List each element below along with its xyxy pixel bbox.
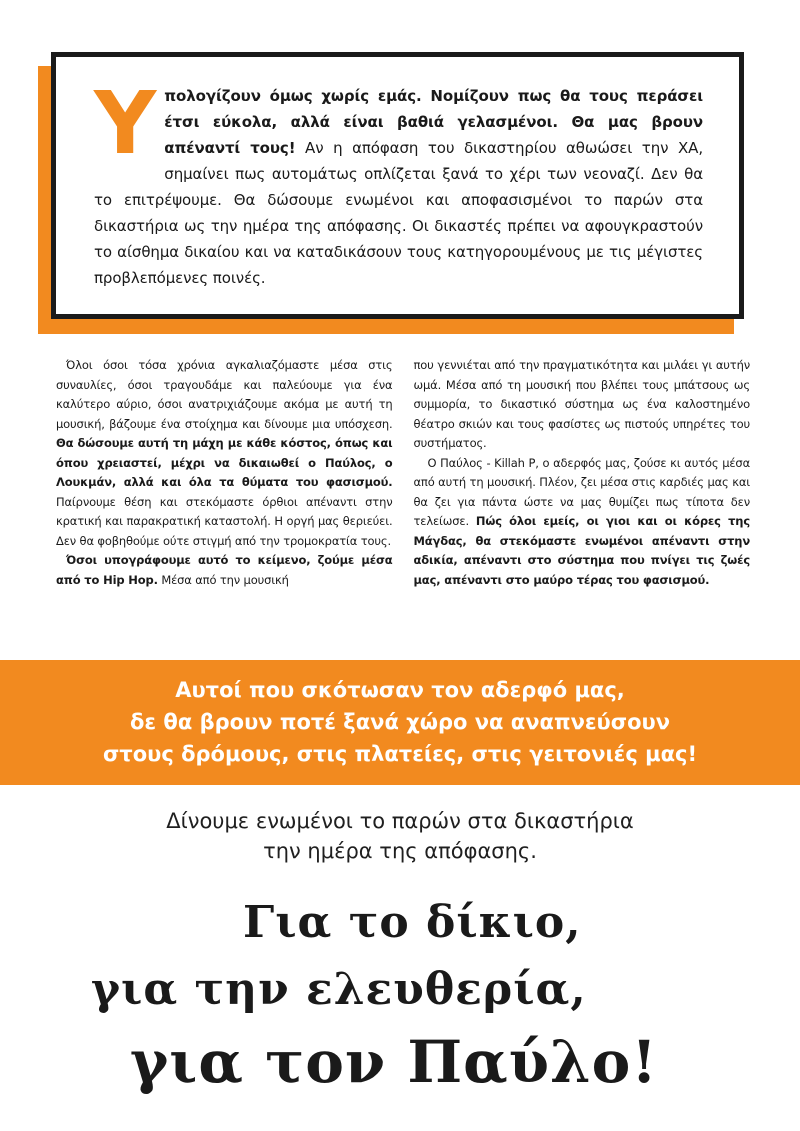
right-paragraph-1: που γεννιέται από την πραγματικότητα και μιλάει γι αυτήν ωμά. Μέσα από τη μουσική που βλέπει τους μπάτσους ως συμμορία, το δικαστικό σύστημα ως ένα καλοστημένο θέατρο σκιών και τους φασίστες ως πιστούς υπηρέτες του συστήματος.: [413, 358, 750, 450]
body-columns: [56, 356, 750, 590]
slogan-line-3: για τον Παύλο!: [130, 1028, 658, 1096]
dropcap: Υ: [94, 74, 157, 174]
left-p1-bold: Θα δώσουμε αυτή τη μάχη με κάθε κόστος, όπως και όπου χρειαστεί, μέχρι να δικαιωθεί ο Παύλος, ο Λουκμάν, αλλά και όλα τα θύματα του φασισμού.: [56, 436, 393, 489]
intro-paragraph: [94, 74, 703, 291]
left-column: [56, 356, 393, 590]
left-p2-bold: Όσοι υπογράφουμε αυτό το κείμενο, ζούμε μέσα από το Hip Hop.: [56, 553, 393, 587]
banner-line-3: στους δρόμους, στις πλατείες, στις γειτονιές μας!: [102, 742, 698, 766]
right-paragraph-2: [414, 454, 751, 591]
intro-text: Αν η απόφαση του δικαστηρίου αθωώσει την ΧΑ, σημαίνει πως αυτομάτως οπλίζεται ξανά το χέρι των νεοναζί. Δεν θα το επιτρέψουμε. Θα δώσουμε ενωμένοι και αποφασισμένοι το παρών στα δικαστήρια ως την ημέρα της απόφασης. Οι δικαστές πρέπει να αφουγκραστούν το αίσθημα δικαίου και να καταδικάσουν τους κατηγορουμένους με τις μέγιστες προβλεπόμενες ποινές.: [94, 139, 703, 287]
left-p1-text-a: Όλοι όσοι τόσα χρόνια αγκαλιαζόμαστε μέσα στις συναυλίες, όσοι τραγουδάμε και παλεύουμε για ένα καλύτερο αύριο, όσοι ανατριχιάζουμε ακόμα με αυτή τη μουσική, βάζουμε ένα στοίχημα και δίνουμε μια υπόσχεση.: [56, 358, 393, 431]
intro-box: [51, 52, 744, 319]
court-call: [0, 806, 800, 866]
orange-banner: [0, 660, 800, 785]
court-call-line-2: την ημέρα της απόφασης.: [263, 839, 537, 863]
left-paragraph-2: [56, 551, 393, 590]
left-p1-text-b: Παίρνουμε θέση και στεκόμαστε όρθιοι απέναντι στην κρατική και παρακρατική καταστολή. Η οργή μας θεριεύει. Δεν θα φοβηθούμε ούτε στιγμή από την τρομοκρατία τους.: [56, 494, 393, 548]
court-call-line-1: Δίνουμε ενωμένοι το παρών στα δικαστήρια: [166, 809, 634, 833]
intro-bold-text: πολογίζουν όμως χωρίς εμάς. Νομίζουν πως θα τους περάσει έτσι εύκολα, αλλά είναι βαθιά γελασμένοι. Θα μας βρουν απέναντί τους!: [164, 87, 703, 157]
left-paragraph-1: [56, 356, 393, 551]
banner-line-2: δε θα βρουν ποτέ ξανά χώρο να αναπνεύσουν: [129, 710, 671, 734]
left-p2-text: Μέσα από την μουσική: [157, 572, 289, 587]
right-column: [414, 356, 751, 590]
right-p2-text: Ο Παύλος - Killah P, ο αδερφός μας, ζούσε κι αυτός μέσα από αυτή τη μουσική. Πλέον, ζει μέσα στις καρδιές μας και θα ζει για πάντα ώστε να μας θυμίζει πως τίποτα δεν τελείωσε.: [413, 455, 750, 528]
slogan-line-2: για την ελευθερία,: [91, 964, 587, 1015]
right-p2-bold: Πώς όλοι εμείς, οι γιοι και οι κόρες της Μάγδας, θα στεκόμαστε ενωμένοι απέναντι στην αδικία, απέναντι στο σύστημα που πνίγει τις ζωές μας, απέναντι στο μαύρο τέρας του φασισμού.: [413, 514, 750, 587]
slogan-line-1: Για το δίκιο,: [243, 897, 582, 948]
banner-line-1: Αυτοί που σκότωσαν τον αδερφό μας,: [175, 678, 625, 702]
